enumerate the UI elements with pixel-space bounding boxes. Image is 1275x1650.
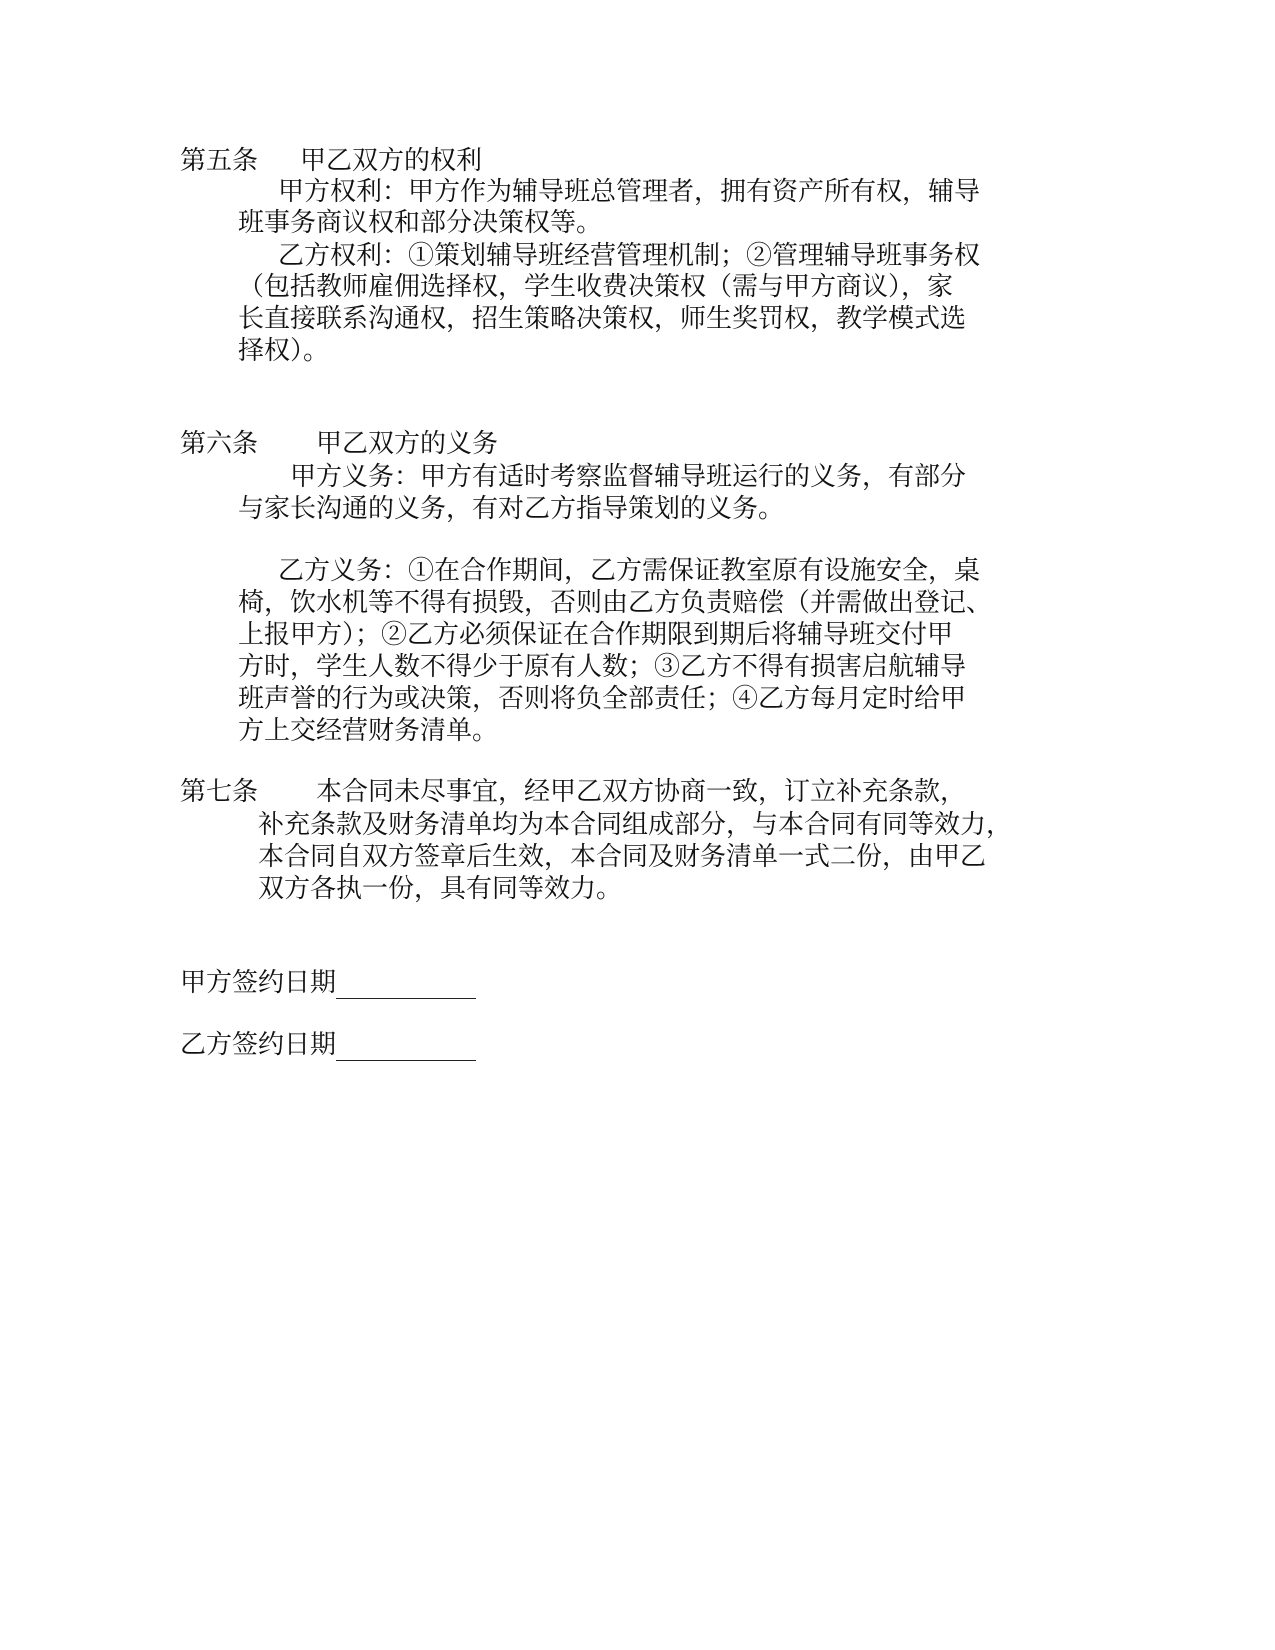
- article5-number: 第五条: [180, 146, 259, 176]
- article5-heading: [180, 145, 482, 177]
- party-a-signature-label: 甲方签约日期: [180, 968, 337, 998]
- article6-number: 第六条: [180, 429, 259, 459]
- article6-party-a-line-2: 与家长沟通的义务，有对乙方指导策划的义务。: [238, 494, 785, 524]
- article5-party-b-line-4: 择权）。: [238, 336, 330, 366]
- article7-line-1: [180, 776, 966, 808]
- article6-party-a-line-1: 甲方义务：甲方有适时考察监督辅导班运行的义务，有部分: [290, 462, 967, 492]
- article6-party-b-line-1: 乙方义务：①在合作期间，乙方需保证教室原有设施安全，桌: [278, 556, 981, 586]
- article5-party-b-line-2: （包括教师雇佣选择权，学生收费决策权（需与甲方商议），家: [238, 272, 954, 302]
- party-b-signature-blank: [336, 1034, 476, 1061]
- party-a-signature-row: [180, 967, 476, 999]
- party-b-signature-row: [180, 1029, 476, 1061]
- article5-party-a-line-1: 甲方权利：甲方作为辅导班总管理者，拥有资产所有权，辅导: [278, 177, 981, 207]
- article6-party-b-line-2: 椅，饮水机等不得有损毁，否则由乙方负责赔偿（并需做出登记、: [238, 588, 993, 618]
- article6-party-b-line-5: 班声誉的行为或决策，否则将负全部责任；④乙方每月定时给甲: [238, 684, 967, 714]
- article6-party-b-line-6: 方上交经营财务清单。: [238, 716, 499, 746]
- article6-party-b-line-3: 上报甲方）；②乙方必须保证在合作期限到期后将辅导班交付甲: [238, 620, 954, 650]
- party-b-signature-label: 乙方签约日期: [180, 1030, 337, 1060]
- article6-heading: [180, 428, 498, 460]
- article6-party-b-line-4: 方时，学生人数不得少于原有人数；③乙方不得有损害启航辅导: [238, 652, 967, 682]
- party-a-signature-blank: [336, 972, 476, 999]
- article7-line-4: 双方各执一份，具有同等效力。: [258, 874, 623, 904]
- article5-title: 甲乙双方的权利: [300, 146, 483, 176]
- article7-text-1: 本合同未尽事宜，经甲乙双方协商一致，订立补充条款，: [316, 777, 967, 807]
- article7-number: 第七条: [180, 777, 259, 807]
- article7-line-2: 补充条款及财务清单均为本合同组成部分，与本合同有同等效力，: [258, 810, 1013, 840]
- article5-party-a-line-2: 班事务商议权和部分决策权等。: [238, 208, 603, 238]
- article5-party-b-line-1: 乙方权利：①策划辅导班经营管理机制；②管理辅导班事务权: [278, 241, 981, 271]
- article7-line-3: 本合同自双方签章后生效，本合同及财务清单一式二份，由甲乙: [258, 842, 987, 872]
- article5-party-b-line-3: 长直接联系沟通权，招生策略决策权，师生奖罚权，教学模式选: [238, 304, 967, 334]
- article6-title: 甲乙双方的义务: [316, 429, 499, 459]
